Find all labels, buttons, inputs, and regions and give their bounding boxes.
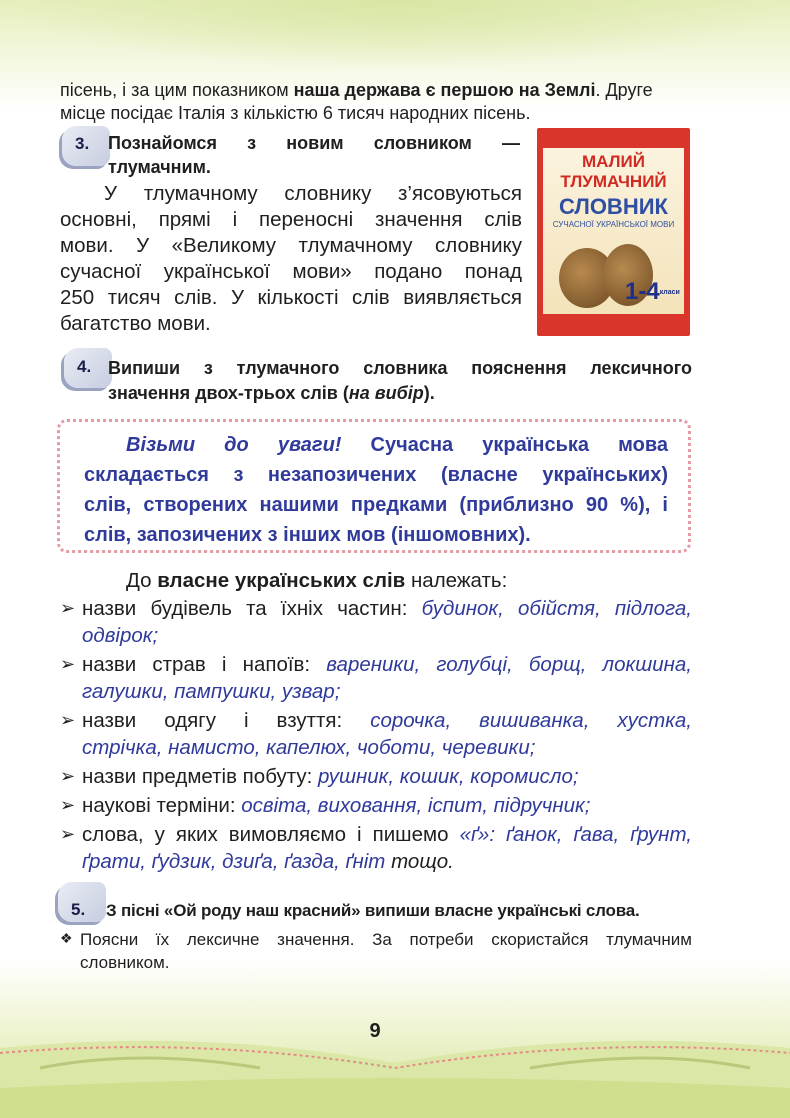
intro-bold: наша держава є першою на Землі xyxy=(293,80,596,100)
grade-suffix: класи xyxy=(659,289,680,297)
task-4-text: значення двох-трьох слів ( xyxy=(108,383,349,403)
arrow-bullet-icon: ➢ xyxy=(60,766,76,786)
notice-line-1-rest: Сучасна українська мова xyxy=(341,434,668,456)
notice-line-4: слів, запозичених з інших мов (іншомовних). xyxy=(84,524,531,546)
dictionary-cover-grade xyxy=(625,278,680,306)
task-3-text-line-2: основні, прямі і переносні значення слів xyxy=(60,208,522,231)
bullet-examples: «ґ»: ґанок, ґава, ґрунт, xyxy=(459,823,692,846)
bullet-item-g-letter xyxy=(60,821,692,875)
task-4-text-end: ). xyxy=(423,383,435,403)
bullet-item-household xyxy=(60,763,692,790)
task-5-note-line-1: Поясни їх лексичне значення. За потреби скористайся тлумачним xyxy=(80,930,692,949)
bullet-line-1 xyxy=(82,763,692,790)
task-3-title-line-1: Познайомся з новим словником — xyxy=(108,133,520,153)
bullet-examples: освіта, виховання, іспит, підручник; xyxy=(241,794,591,817)
bullet-examples: будинок, обійстя, підлога, xyxy=(421,597,692,620)
task-3-text-line-1: У тлумачному словнику з’ясовуються xyxy=(104,182,522,205)
bullet-label: назви одягу і взуття: xyxy=(82,709,371,732)
dictionary-cover-inner xyxy=(543,148,684,314)
grade-number: 1-4 xyxy=(625,278,660,305)
bullet-tail: тощо. xyxy=(385,850,454,873)
task-3-text-line-4: сучасної української мови» подано понад xyxy=(60,260,522,283)
arrow-bullet-icon: ➢ xyxy=(60,795,76,815)
bullet-label: назви страв і напоїв: xyxy=(82,653,327,676)
task-3-text-line-6: багатство мови. xyxy=(60,312,211,335)
bullet-label: слова, у яких вимовляємо і пишемо xyxy=(82,823,460,846)
intro-text-end: . Друге xyxy=(595,80,653,100)
dictionary-cover-title-1: МАЛИЙ xyxy=(581,152,645,171)
task-4-line-2 xyxy=(108,381,692,405)
bullet-line-2: одвірок; xyxy=(82,624,159,647)
task-3-title-line-2: тлумачним. xyxy=(108,157,211,177)
bullet-label: наукові терміни: xyxy=(82,794,242,817)
bullet-examples: сорочка, вишиванка, хустка, xyxy=(370,709,693,732)
notice-line-1 xyxy=(84,430,668,460)
dictionary-cover-subtitle: СУЧАСНОЇ УКРАЇНСЬКОЇ МОВИ xyxy=(552,220,675,229)
bullet-line-2: галушки, пампушки, узвар; xyxy=(82,680,341,703)
bullet-line-1 xyxy=(82,651,692,678)
intro-line-2: місце посідає Італія з кількістю 6 тисяч народних пісень. xyxy=(60,103,531,123)
task-3-text-line-3: мови. У «Великому тлумачному словнику xyxy=(60,234,522,257)
bottom-ornament xyxy=(0,1008,790,1118)
bullet-examples: рушник, кошик, коромисло; xyxy=(318,765,579,788)
intro2-bold: власне українських слів xyxy=(157,569,406,592)
intro-text: пісень, і за цим показником xyxy=(60,80,294,100)
arrow-bullet-icon: ➢ xyxy=(60,824,76,844)
task-4-number: 4. xyxy=(77,357,92,376)
notice-line-3: слів, створених нашими предками (приблизно 90 %), і xyxy=(84,494,668,516)
bullet-line-1 xyxy=(82,595,692,622)
task-4-italic: на вибір xyxy=(348,383,424,403)
arrow-bullet-icon: ➢ xyxy=(60,598,76,618)
task-5-title: З пісні «Ой роду наш красний» випиши власне українські слова. xyxy=(106,901,640,920)
diamond-bullet-icon: ❖ xyxy=(60,930,73,946)
intro2-text: До xyxy=(126,569,158,592)
bullet-line-1 xyxy=(82,707,692,734)
task-3-text-line-5: 250 тисяч слів. У кількості слів виявляється xyxy=(60,286,522,309)
bullet-label: назви предметів побуту: xyxy=(82,765,318,788)
arrow-bullet-icon: ➢ xyxy=(60,654,76,674)
task-4-line-1: Випиши з тлумачного словника пояснення лексичного xyxy=(108,358,692,378)
notice-box xyxy=(57,419,691,553)
bullet-item-terms xyxy=(60,792,692,819)
bullet-line-2: стрічка, намисто, капелюх, чоботи, черевики; xyxy=(82,736,536,759)
notice-text xyxy=(84,430,668,550)
task-5-note-line-2: словником. xyxy=(80,953,170,972)
bullet-line-1 xyxy=(82,821,692,848)
notice-lead: Візьми до уваги! xyxy=(126,434,342,456)
intro2-text-end: належать: xyxy=(405,569,508,592)
page-number: 9 xyxy=(369,1020,381,1042)
native-words-intro xyxy=(126,568,686,594)
bullet-line-2 xyxy=(82,848,692,875)
dictionary-cover-image xyxy=(537,128,690,336)
dictionary-cover-title-3: СЛОВНИК xyxy=(559,194,668,219)
bullet-examples-2: ґрати, ґудзик, дзиґа, ґазда, ґніт xyxy=(82,850,386,873)
bullet-label: назви будівель та їхніх частин: xyxy=(82,597,422,620)
notice-line-2: складається з незапозичених (власне українських) xyxy=(84,464,668,486)
bullet-item-buildings xyxy=(60,595,692,649)
bullet-line-1 xyxy=(82,792,692,819)
bullet-examples: вареники, голубці, борщ, локшина, xyxy=(326,653,692,676)
task-5-number: 5. xyxy=(71,900,86,919)
arrow-bullet-icon: ➢ xyxy=(60,710,76,730)
bullet-item-food xyxy=(60,651,692,705)
dictionary-cover-title-2: ТЛУМАЧНИЙ xyxy=(560,172,667,191)
intro-line-1 xyxy=(60,78,692,102)
task-3-number: 3. xyxy=(75,134,90,153)
bullet-item-clothing xyxy=(60,707,692,761)
